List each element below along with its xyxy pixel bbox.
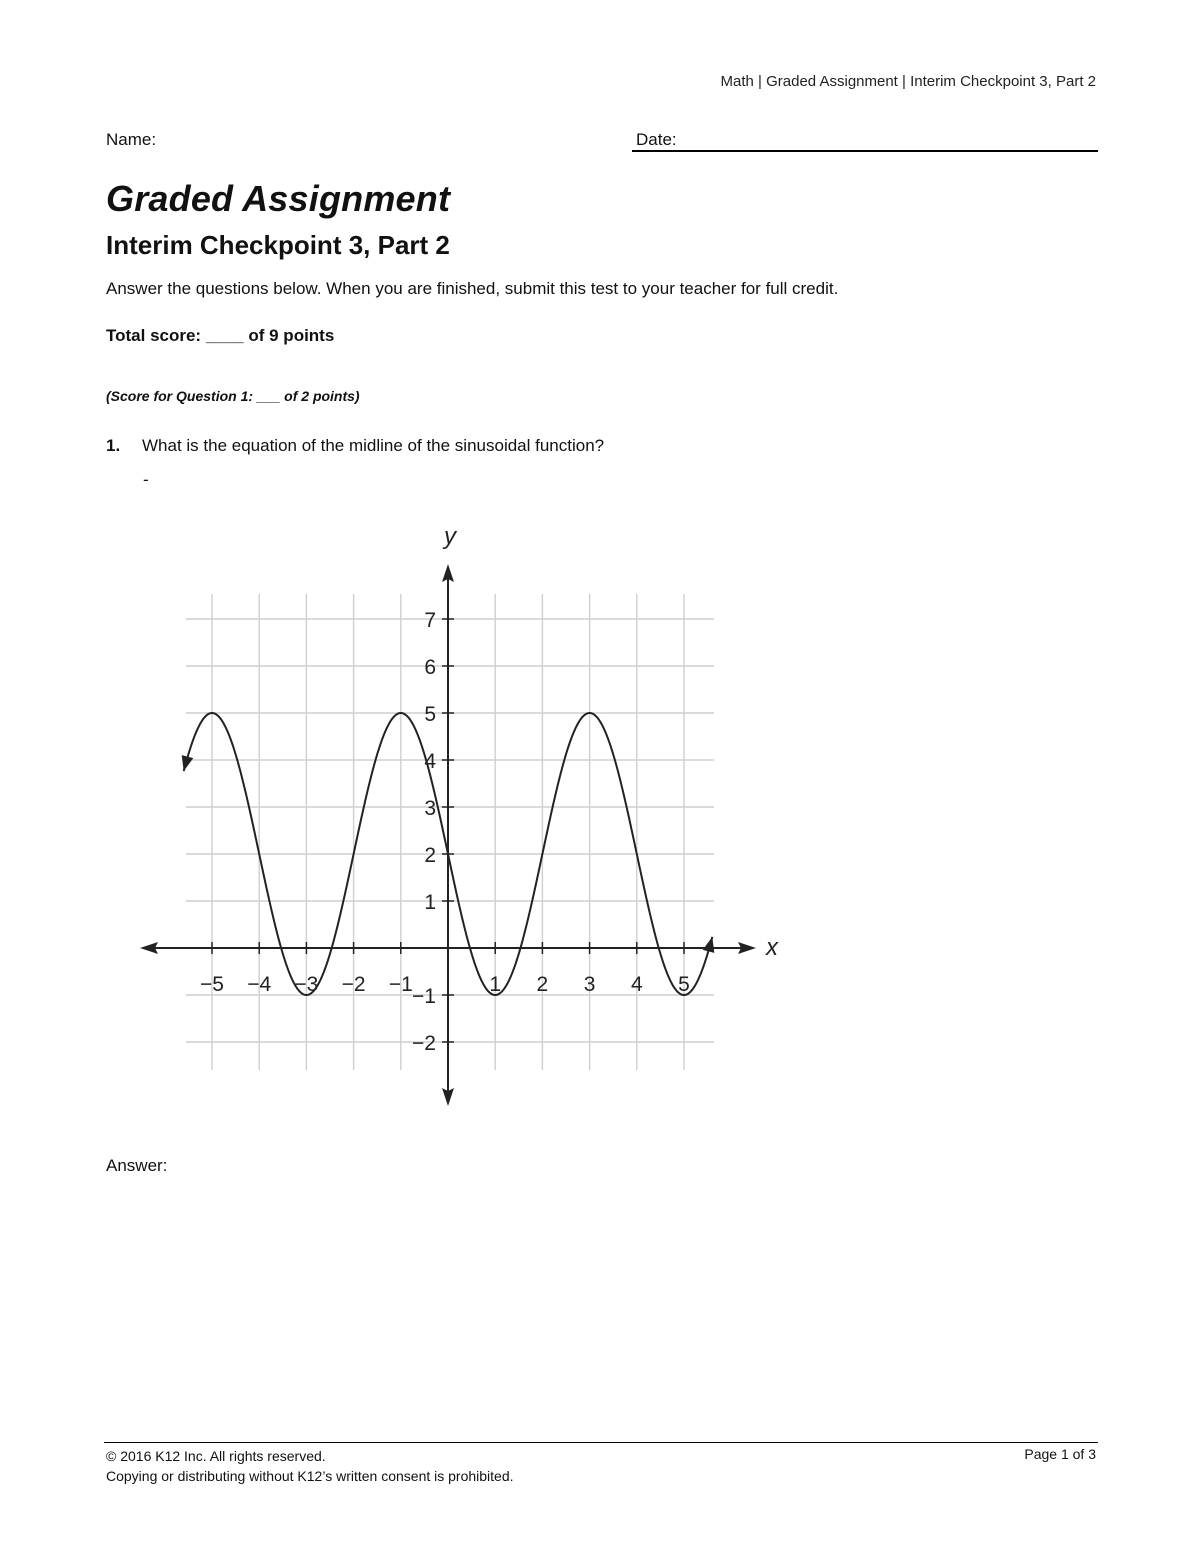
footer-copyright: © 2016 K12 Inc. All rights reserved. <box>106 1448 326 1464</box>
footer-notice: Copying or distributing without K12’s written consent is prohibited. <box>106 1468 514 1484</box>
footer-page-number: Page 1 of 3 <box>1024 1446 1096 1462</box>
y-tick-label: −1 <box>412 985 436 1008</box>
question-number: 1. <box>106 436 121 455</box>
y-tick-label: 2 <box>424 844 436 867</box>
x-tick-label: −5 <box>200 973 224 996</box>
name-label: Name: <box>106 130 157 149</box>
y-axis-label: y <box>444 523 456 550</box>
footer-divider <box>104 1442 1098 1443</box>
instructions-text: Answer the questions below. When you are finished, submit this test to your teacher for full credit. <box>106 279 839 298</box>
x-tick-label: 4 <box>630 973 643 996</box>
header-breadcrumb: Math | Graded Assignment | Interim Checkpoint 3, Part 2 <box>720 73 1096 90</box>
question-text: What is the equation of the midline of the sinusoidal function? <box>142 436 605 455</box>
tick-labels <box>200 523 779 1055</box>
x-tick-label: −4 <box>247 973 272 996</box>
x-tick-label: −1 <box>388 973 413 996</box>
x-tick-label: −3 <box>294 973 319 996</box>
y-tick-label: 7 <box>424 609 436 632</box>
curve-arrow-right <box>703 937 715 953</box>
x-tick-label: 2 <box>536 973 549 996</box>
page-subtitle: Interim Checkpoint 3, Part 2 <box>106 230 450 260</box>
y-tick-label: −2 <box>412 1032 436 1055</box>
y-tick-label: 1 <box>424 891 436 914</box>
y-tick-label: 6 <box>424 656 436 679</box>
x-tick-label: 5 <box>678 973 690 996</box>
total-score: Total score: ____ of 9 points <box>106 326 335 345</box>
answer-label: Answer: <box>106 1156 168 1175</box>
axes <box>140 564 756 1106</box>
y-tick-label: 4 <box>424 750 436 773</box>
x-tick-label: 1 <box>489 973 502 996</box>
y-tick-label: 5 <box>424 703 436 726</box>
question-mark: - <box>143 470 149 489</box>
page-title: Graded Assignment <box>106 178 451 219</box>
y-tick-label: 3 <box>424 797 436 820</box>
x-tick-label: −2 <box>341 973 366 996</box>
curve-arrow-left <box>182 755 194 771</box>
x-axis-label: x <box>766 934 778 961</box>
date-label: Date: <box>636 130 677 149</box>
x-tick-label: 3 <box>583 973 596 996</box>
question-score-line: (Score for Question 1: ___ of 2 points) <box>106 388 360 404</box>
